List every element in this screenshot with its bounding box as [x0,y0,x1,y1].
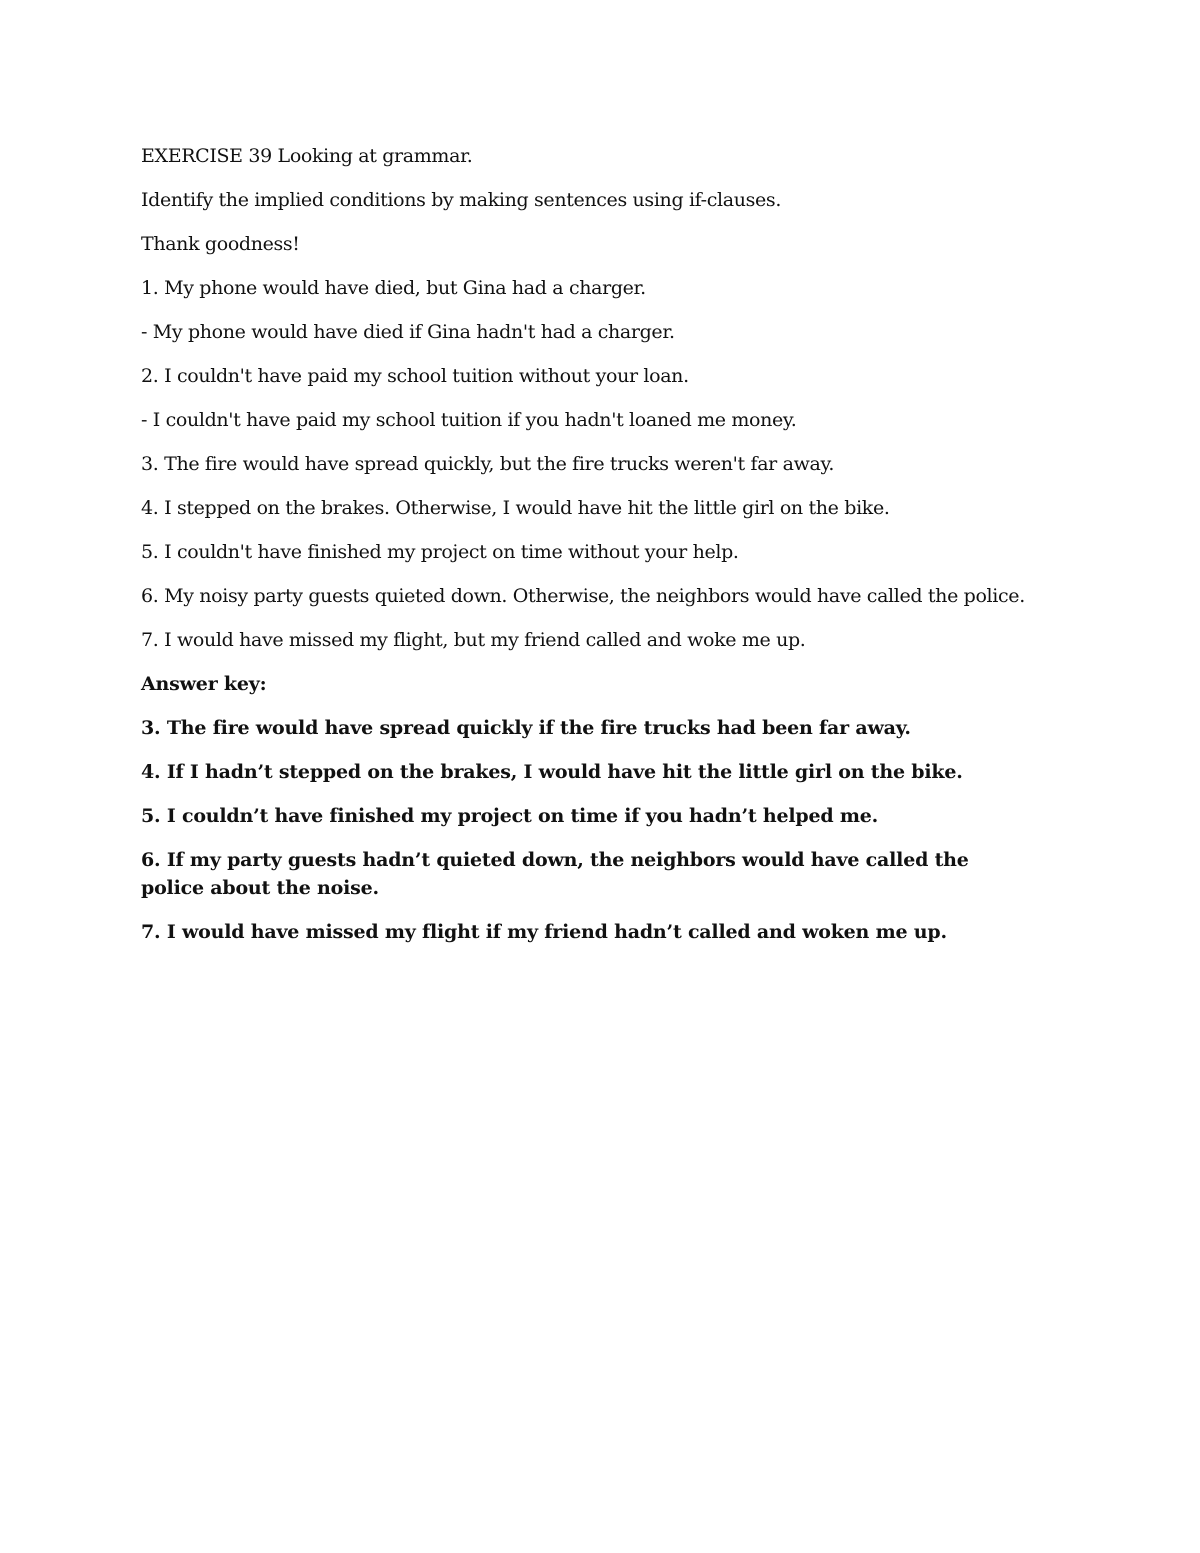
exercise-item: 2. I couldn't have paid my school tuition without your loan. [141,365,689,387]
exercise-item: - I couldn't have paid my school tuition if you hadn't loaned me money. [141,409,797,431]
instruction-text: Identify the implied conditions by making sentences using if-clauses. [141,189,782,211]
exercise-item: - My phone would have died if Gina hadn't had a charger. [141,321,675,343]
exercise-item: 7. I would have missed my flight, but my friend called and woke me up. [141,629,806,651]
answer-item: 7. I would have missed my flight if my friend hadn’t called and woken me up. [141,921,947,943]
exercise-item: 1. My phone would have died, but Gina had a charger. [141,277,646,299]
exercise-item: 6. My noisy party guests quieted down. Otherwise, the neighbors would have called the police. [141,585,1025,607]
document-body [141,142,1041,962]
exercise-item: 4. I stepped on the brakes. Otherwise, I would have hit the little girl on the bike. [141,497,890,519]
exercise-item: 5. I couldn't have finished my project on time without your help. [141,541,739,563]
answer-item: 3. The fire would have spread quickly if the fire trucks had been far away. [141,717,911,739]
subtitle-text: Thank goodness! [141,233,300,255]
exercise-item: 3. The fire would have spread quickly, but the fire trucks weren't far away. [141,453,835,475]
answer-item: 5. I couldn’t have finished my project on time if you hadn’t helped me. [141,805,879,827]
answer-item: 6. If my party guests hadn’t quieted down, the neighbors would have called the police about the noise. [141,849,969,899]
exercise-title: EXERCISE 39 Looking at grammar. [141,145,473,167]
answer-key-heading: Answer key: [141,673,267,695]
answer-item: 4. If I hadn’t stepped on the brakes, I would have hit the little girl on the bike. [141,761,963,783]
